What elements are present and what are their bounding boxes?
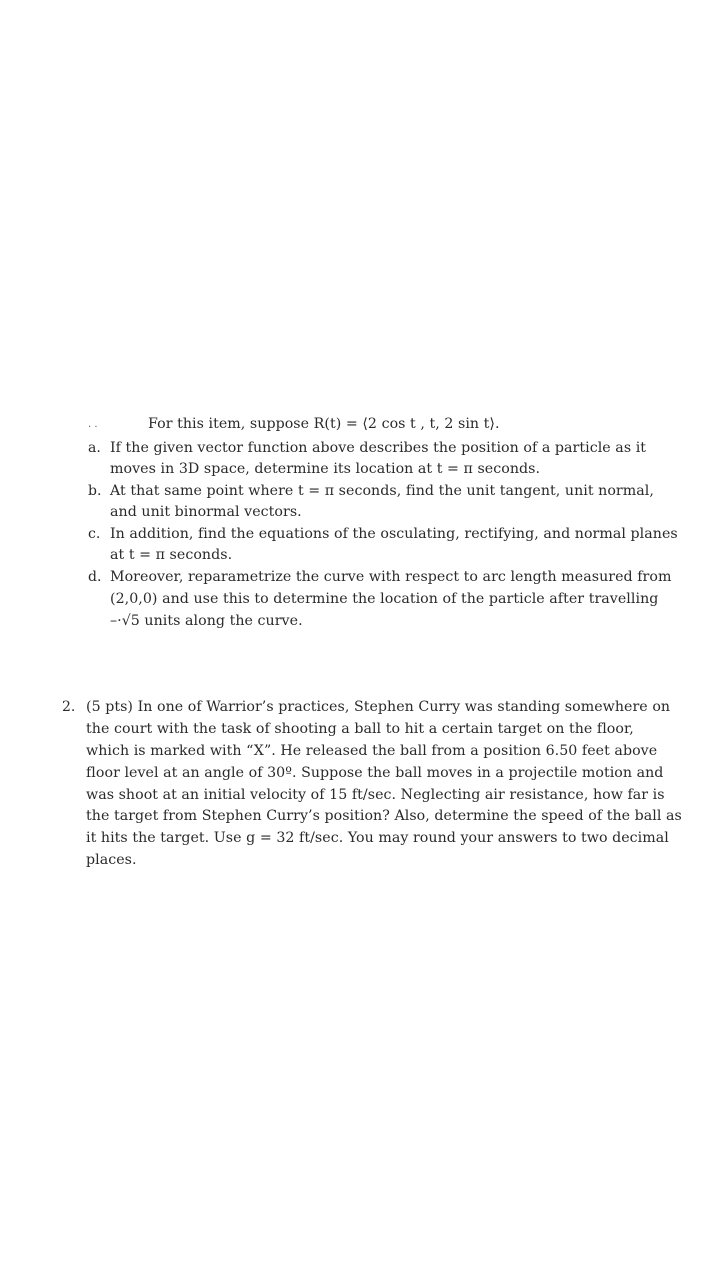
- problem-2-line-6: the target from Stephen Curry’s position? Also, determine the speed of the ball as: [86, 808, 682, 824]
- problem-2-line-8: places.: [86, 852, 137, 868]
- problem-2-line-4: floor level at an angle of 30º. Suppose the ball moves in a projectile motion and: [86, 765, 664, 781]
- part-c-line-1: In addition, find the equations of the osculating, rectifying, and normal planes: [110, 526, 678, 542]
- problem-2-number: 2.: [62, 699, 76, 715]
- problem-2-line-7: it hits the target. Use g = 32 ft/sec. You may round your answers to two decimal: [86, 830, 669, 846]
- part-d-line-2: (2,0,0) and use this to determine the location of the particle after travelling: [110, 591, 659, 607]
- part-c-marker: c.: [88, 526, 101, 542]
- problem-1-intro: For this item, suppose R(t) = ⟨2 cos t , t, 2 sin t⟩.: [148, 416, 500, 432]
- part-d-line-3: –·√5 units along the curve.: [110, 613, 303, 629]
- problem-2-line-1: (5 pts) In one of Warrior’s practices, Stephen Curry was standing somewhere on: [86, 699, 671, 715]
- part-c-line-2: at t = π seconds.: [110, 547, 233, 563]
- problem-2-line-5: was shoot at an initial velocity of 15 ft/sec. Neglecting air resistance, how far is: [86, 787, 665, 803]
- part-a-line-2: moves in 3D space, determine its location at t = π seconds.: [110, 461, 541, 477]
- part-b-line-1: At that same point where t = π seconds, find the unit tangent, unit normal,: [110, 483, 654, 499]
- problem-1-marker: . .: [88, 419, 98, 430]
- problem-2-line-2: the court with the task of shooting a ball to hit a certain target on the floor,: [86, 721, 634, 737]
- part-b-marker: b.: [88, 483, 102, 499]
- problem-2-line-3: which is marked with “X”. He released the ball from a position 6.50 feet above: [86, 743, 658, 759]
- part-a-marker: a.: [88, 440, 101, 456]
- part-b-line-2: and unit binormal vectors.: [110, 504, 302, 520]
- part-a-line-1: If the given vector function above describes the position of a particle as it: [110, 440, 647, 456]
- part-d-line-1: Moreover, reparametrize the curve with respect to arc length measured from: [110, 569, 672, 585]
- part-d-marker: d.: [88, 569, 102, 585]
